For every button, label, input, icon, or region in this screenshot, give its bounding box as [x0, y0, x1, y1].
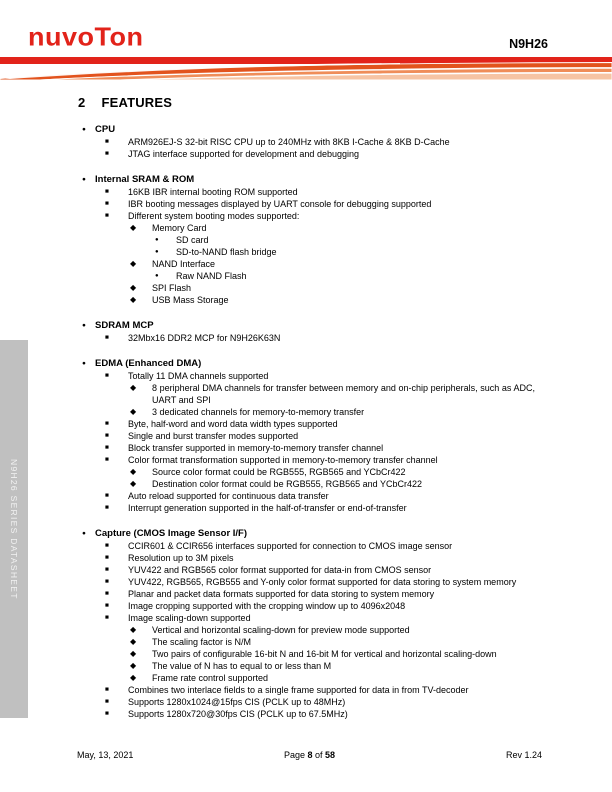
bullet-square-icon: ■	[105, 212, 109, 219]
section-number: 2	[78, 95, 86, 110]
footer-of-label: of	[315, 750, 323, 760]
feature-text: Capture (CMOS Image Sensor I/F)	[95, 528, 248, 539]
feature-text: 16KB IBR internal booting ROM supported	[128, 187, 298, 197]
bullet-square-icon: ■	[105, 456, 109, 463]
bullet-diamond-icon: ◆	[130, 467, 137, 476]
feature-text: CPU	[95, 124, 116, 135]
bullet-diamond-icon: ◆	[130, 295, 137, 304]
bullet-diamond-icon: ◆	[130, 673, 137, 682]
feature-item	[77, 332, 535, 344]
feature-item	[77, 234, 535, 246]
bullet-square-icon: ■	[105, 698, 109, 705]
bullet-circle-icon: ●	[82, 322, 86, 329]
header-swoosh-graphic	[0, 57, 612, 80]
bullet-square-icon: ■	[105, 200, 109, 207]
feature-text: Resolution up to 3M pixels	[128, 553, 234, 563]
feature-text: 3 dedicated channels for memory-to-memory transfer	[152, 407, 365, 417]
feature-item	[77, 600, 535, 612]
feature-text: The scaling factor is N/M	[152, 637, 252, 647]
feature-text: Supports 1280x1024@15fps CIS (PCLK up to 48MHz)	[128, 697, 346, 707]
feature-item	[77, 552, 535, 564]
feature-text: Single and burst transfer modes supported	[128, 431, 299, 441]
bullet-square-icon: ■	[105, 432, 109, 439]
feature-text: Image scaling-down supported	[128, 613, 251, 623]
bullet-circle-icon: ●	[82, 360, 86, 367]
feature-section-item	[77, 358, 535, 370]
footer-date: May, 13, 2021	[77, 750, 134, 760]
bullet-diamond-icon: ◆	[130, 649, 137, 658]
feature-text: SD card	[176, 235, 209, 245]
bullet-square-icon: ■	[105, 504, 109, 511]
section-title: FEATURES	[101, 95, 173, 110]
footer-page-number: 8	[307, 750, 313, 760]
feature-text: Byte, half-word and word data width types supported	[128, 419, 338, 429]
feature-item	[77, 430, 535, 442]
bullet-diamond-icon: ◆	[130, 479, 137, 488]
feature-item	[77, 478, 535, 490]
feature-text: Image cropping supported with the cropping window up to 4096x2048	[128, 601, 406, 611]
bullet-square-icon: ■	[105, 710, 109, 717]
bullet-square-icon: ■	[105, 590, 109, 597]
feature-item	[77, 406, 535, 418]
feature-item	[77, 442, 535, 454]
bullet-circle-icon: ●	[82, 126, 86, 133]
feature-text: USB Mass Storage	[152, 295, 229, 305]
bullet-square-icon: ■	[105, 150, 109, 157]
feature-item	[77, 282, 535, 294]
sidebar-label: N9H26 SERIES DATASHEET	[9, 458, 19, 600]
feature-item	[77, 576, 535, 588]
bullet-dot-icon: ●	[155, 249, 159, 255]
nuvoton-logo: nuvoTon	[28, 22, 144, 52]
feature-section-item	[77, 320, 535, 332]
feature-text: JTAG interface supported for development and debugging	[128, 149, 359, 159]
feature-text: EDMA (Enhanced DMA)	[95, 358, 202, 369]
bullet-circle-icon: ●	[82, 530, 86, 537]
feature-text: Vertical and horizontal scaling-down for preview mode supported	[152, 625, 410, 635]
feature-item	[77, 418, 535, 430]
feature-item	[77, 660, 535, 672]
feature-item	[77, 490, 535, 502]
bullet-diamond-icon: ◆	[130, 637, 137, 646]
bullet-diamond-icon: ◆	[130, 383, 137, 392]
feature-item	[77, 370, 535, 382]
feature-text: Memory Card	[152, 223, 207, 233]
feature-text: The value of N has to equal to or less than M	[152, 661, 332, 671]
feature-text: CCIR601 & CCIR656 interfaces supported for connection to CMOS image sensor	[128, 541, 453, 551]
feature-item	[77, 198, 535, 210]
feature-text: NAND Interface	[152, 259, 216, 269]
feature-item	[77, 186, 535, 198]
feature-text: Block transfer supported in memory-to-memory transfer channel	[128, 443, 384, 453]
bullet-square-icon: ■	[105, 686, 109, 693]
feature-item	[77, 246, 535, 258]
feature-text: SD-to-NAND flash bridge	[176, 247, 277, 257]
bullet-square-icon: ■	[105, 420, 109, 427]
feature-text: Destination color format could be RGB555, RGB565 and YCbCr422	[152, 479, 422, 489]
feature-item	[77, 258, 535, 270]
bullet-diamond-icon: ◆	[130, 407, 137, 416]
feature-text: Totally 11 DMA channels supported	[128, 371, 269, 381]
feature-text: Two pairs of configurable 16-bit N and 16-bit M for vertical and horizontal scaling-down	[152, 649, 497, 659]
bullet-square-icon: ■	[105, 444, 109, 451]
footer-page-total: 58	[325, 750, 336, 760]
features-list	[77, 124, 535, 720]
feature-text: 8 peripheral DMA channels for transfer between memory and on-chip peripherals, such as ADC, UART and SPI	[152, 383, 535, 405]
feature-text: Color format transformation supported in memory-to-memory transfer channel	[128, 455, 438, 465]
feature-text: SDRAM MCP	[95, 320, 154, 331]
bullet-dot-icon: ●	[155, 273, 159, 279]
feature-item	[77, 136, 535, 148]
feature-item	[77, 696, 535, 708]
feature-text: Planar and packet data formats supported for data storing to system memory	[128, 589, 435, 599]
bullet-circle-icon: ●	[82, 176, 86, 183]
feature-text: SPI Flash	[152, 283, 192, 293]
feature-item	[77, 636, 535, 648]
swoosh-svg	[0, 57, 612, 80]
bullet-square-icon: ■	[105, 138, 109, 145]
feature-text: Raw NAND Flash	[176, 271, 247, 281]
feature-text: ARM926EJ-S 32-bit RISC CPU up to 240MHz with 8KB I-Cache & 8KB D-Cache	[128, 137, 450, 147]
footer-page-label: Page	[283, 750, 305, 760]
page-footer	[77, 750, 542, 760]
feature-text: IBR booting messages displayed by UART console for debugging supported	[128, 199, 432, 209]
feature-text: Supports 1280x720@30fps CIS (PCLK up to 67.5MHz)	[128, 709, 348, 719]
bullet-diamond-icon: ◆	[130, 283, 137, 292]
bullet-square-icon: ■	[105, 602, 109, 609]
bullet-square-icon: ■	[105, 578, 109, 585]
feature-item	[77, 466, 535, 478]
feature-text: YUV422 and RGB565 color format supported for data-in from CMOS sensor	[128, 565, 432, 575]
feature-item	[77, 588, 535, 600]
feature-section-item	[77, 174, 535, 186]
bullet-diamond-icon: ◆	[130, 625, 137, 634]
bullet-dot-icon: ●	[155, 237, 159, 243]
feature-item	[77, 382, 535, 406]
page-header	[28, 24, 548, 51]
content	[77, 95, 535, 720]
bullet-square-icon: ■	[105, 554, 109, 561]
bullet-diamond-icon: ◆	[130, 661, 137, 670]
feature-item	[77, 684, 535, 696]
feature-text: Internal SRAM & ROM	[95, 174, 195, 185]
feature-item	[77, 454, 535, 466]
feature-text: 32Mbx16 DDR2 MCP for N9H26K63N	[128, 333, 281, 343]
bullet-square-icon: ■	[105, 542, 109, 549]
feature-item	[77, 672, 535, 684]
bullet-square-icon: ■	[105, 372, 109, 379]
bullet-square-icon: ■	[105, 492, 109, 499]
sidebar-tab	[0, 340, 28, 718]
bullet-diamond-icon: ◆	[130, 223, 137, 232]
feature-item	[77, 294, 535, 306]
bullet-diamond-icon: ◆	[130, 259, 137, 268]
feature-section-item	[77, 528, 535, 540]
feature-text: Interrupt generation supported in the half-of-transfer or end-of-transfer	[128, 503, 407, 513]
feature-text: Combines two interlace fields to a single frame supported for data in from TV-decoder	[128, 685, 469, 695]
section-heading	[78, 95, 535, 110]
feature-text: Different system booting modes supported:	[128, 211, 300, 221]
feature-item	[77, 222, 535, 234]
bullet-square-icon: ■	[105, 334, 109, 341]
bullet-square-icon: ■	[105, 566, 109, 573]
product-name: N9H26	[509, 36, 548, 51]
feature-text: YUV422, RGB565, RGB555 and Y-only color format supported for data storing to system memory	[128, 577, 517, 587]
feature-item	[77, 624, 535, 636]
feature-section-item	[77, 124, 535, 136]
footer-page-indicator	[284, 750, 335, 760]
feature-item	[77, 648, 535, 660]
feature-item	[77, 502, 535, 514]
feature-item	[77, 564, 535, 576]
feature-text: Auto reload supported for continuous data transfer	[128, 491, 329, 501]
feature-text: Frame rate control supported	[152, 673, 269, 683]
feature-item	[77, 612, 535, 624]
footer-revision: Rev 1.24	[505, 750, 542, 760]
bullet-square-icon: ■	[105, 614, 109, 621]
feature-item	[77, 708, 535, 720]
feature-item	[77, 270, 535, 282]
feature-item	[77, 540, 535, 552]
bullet-square-icon: ■	[105, 188, 109, 195]
feature-item	[77, 210, 535, 222]
feature-text: Source color format could be RGB555, RGB565 and YCbCr422	[152, 467, 406, 477]
feature-item	[77, 148, 535, 160]
